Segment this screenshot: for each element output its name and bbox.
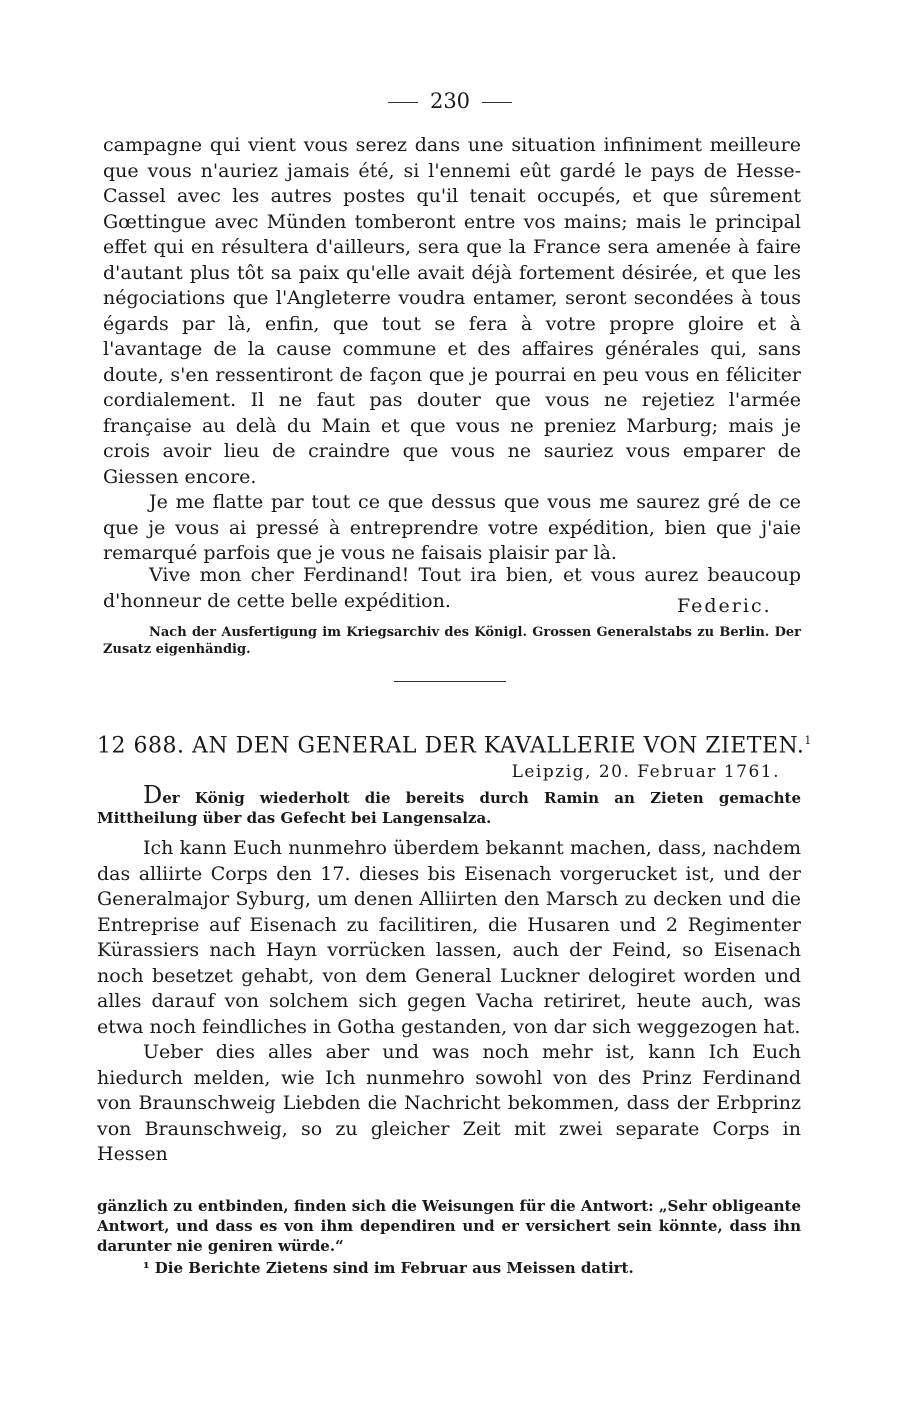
footnote-continuation: gänzlich zu entbinden, finden sich die Weisungen für die Antwort: „Sehr obligeante Antwort, und dass es von ihm dependiren und er versichert sein könnte, dass ihn darunter nie geniren würde.“ — [97, 1197, 801, 1255]
header-rule-left — [388, 102, 418, 103]
header-rule-right — [482, 102, 512, 103]
letter-heading — [97, 727, 812, 760]
letter-summary — [97, 781, 801, 828]
french-letter-body — [103, 133, 801, 567]
french-paragraph-1: campagne qui vient vous serez dans une situation infiniment meilleure que vous n'auriez jamais été, si l'ennemi eût gardé le pays de Hesse-Cassel avec les autres postes qu'il tenait occupés, et que sûrement Gœttingue avec Münden tomberont entre vos mains; mais le principal effet qui en résultera d'ailleurs, sera que la France sera amenée à faire d'autant plus tôt sa paix qu'elle avait déjà fortement désirée, et que les négociations que l'Angleterre voudra entamer, seront secondées à tous égards par là, enfin, que tout se fera à votre propre gloire et à l'avantage de la cause commune et des affaires générales qui, sans doute, s'en ressentiront de façon que je pourrai en peu vous en féliciter cordialement. Il ne faut pas douter que vous ne rejetiez l'armée française au delà du Main et que vous ne preniez Marburg; mais je crois avoir lieu de craindre que vous ne sauriez vous emparer de Giessen encore. — [103, 134, 801, 488]
german-paragraph-2: Ueber dies alles aber und was noch mehr ist, kann Ich Euch hiedurch melden, wie Ich nunmehro sowohl von des Prinz Ferdinand von Braunschweig Liebden die Nachricht bekommen, dass der Erbprinz von Braunschweig, so zu gleicher Zeit mit zwei separate Corps in Hessen — [97, 1041, 801, 1165]
german-letter-body — [97, 836, 801, 1168]
section-divider — [394, 681, 506, 682]
page-number: 230 — [429, 89, 471, 113]
source-note: Nach der Ausfertigung im Kriegsarchiv des Königl. Grossen Generalstabs zu Berlin. Der Zusatz eigenhändig. — [103, 625, 801, 657]
dateline: Leipzig, 20. Februar 1761. — [511, 762, 780, 782]
page-header — [0, 88, 900, 114]
french-paragraph-2: Je me flatte par tout ce que dessus que vous me saurez gré de ce que je vous ai pressé à entreprendre votre expédition, bien que j'aie remarqué parfois que je vous ne faisais plaisir par là. — [103, 491, 801, 564]
closing-text: Vive mon cher Ferdinand! Tout ira bien, et vous aurez beaucoup d'honneur de cette belle expédition. — [103, 564, 801, 612]
summary-dropcap: D — [143, 781, 163, 809]
signature: Federic. — [677, 595, 772, 617]
footnote-1: ¹ Die Berichte Zietens sind im Februar aus Meissen datirt. — [143, 1259, 634, 1277]
footnotes — [97, 1196, 801, 1278]
summary-text: er König wiederholt die bereits durch Ramin an Zieten gemachte Mittheilung über das Gefecht bei Langensalza. — [97, 789, 801, 827]
letter-heading-text: 12 688. AN DEN GENERAL DER KAVALLERIE VON ZIETEN. — [97, 733, 805, 759]
german-paragraph-1: Ich kann Euch nunmehro überdem bekannt machen, dass, nachdem das alliirte Corps den 17. dieses bis Eisenach vorgerucket ist, und der Generalmajor Syburg, um denen Alliirten den Marsch zu decken und die Entreprise auf Eisenach zu facilitiren, die Husaren und 2 Regimenter Kürassiers nach Hayn vorrücken lassen, auch der Feind, so Eisenach noch besetzet gehabt, von dem General Luckner delogiret worden und alles darauf von solchem sich gegen Vacha retiriret, heute auch, was etwa noch feindliches in Gotha gestanden, von dar sich weggezogen hat. — [97, 837, 801, 1038]
footnote-marker: 1 — [804, 734, 812, 747]
